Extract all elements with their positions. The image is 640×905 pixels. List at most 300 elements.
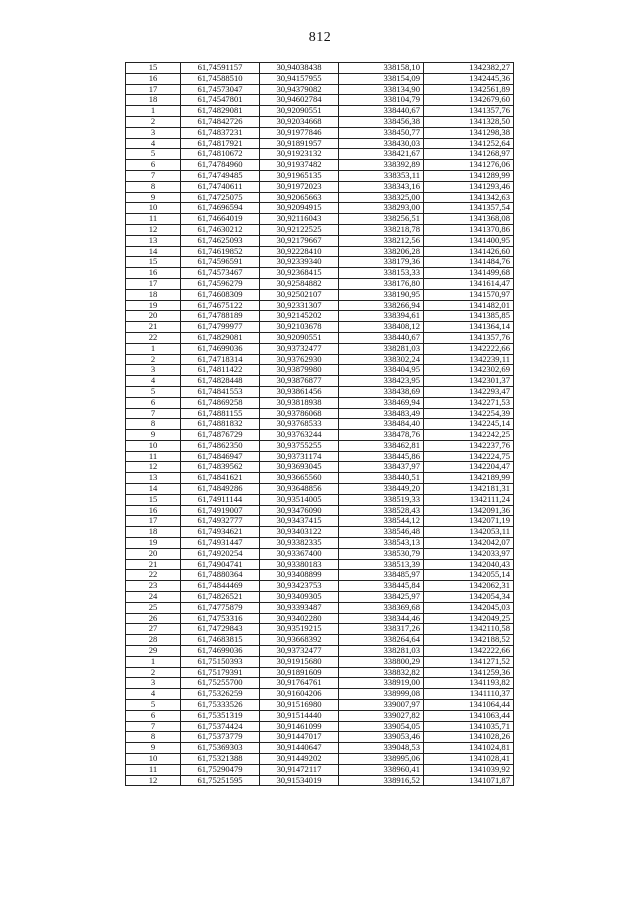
x-coordinate-cell: 338176,80 <box>339 278 424 289</box>
x-coordinate-cell: 338343,16 <box>339 181 424 192</box>
y-coordinate-cell: 1341064,44 <box>424 700 514 711</box>
table-row <box>126 289 514 300</box>
longitude-cell: 30,94038438 <box>260 63 339 74</box>
x-coordinate-cell: 338438,69 <box>339 386 424 397</box>
x-coordinate-cell: 338425,97 <box>339 592 424 603</box>
longitude-cell: 30,91972023 <box>260 181 339 192</box>
point-number-cell: 13 <box>126 473 181 484</box>
longitude-cell: 30,93762930 <box>260 354 339 365</box>
x-coordinate-cell: 338104,79 <box>339 95 424 106</box>
y-coordinate-cell: 1342224,75 <box>424 451 514 462</box>
longitude-cell: 30,93514005 <box>260 494 339 505</box>
point-number-cell: 5 <box>126 149 181 160</box>
point-number-cell: 12 <box>126 462 181 473</box>
point-number-cell: 3 <box>126 365 181 376</box>
latitude-cell: 61,74828448 <box>181 376 260 387</box>
point-number-cell: 27 <box>126 624 181 635</box>
latitude-cell: 61,75179391 <box>181 667 260 678</box>
x-coordinate-cell: 338408,12 <box>339 322 424 333</box>
x-coordinate-cell: 338528,43 <box>339 505 424 516</box>
y-coordinate-cell: 1341370,86 <box>424 224 514 235</box>
table-row <box>126 516 514 527</box>
x-coordinate-cell: 338462,81 <box>339 440 424 451</box>
longitude-cell: 30,91516980 <box>260 700 339 711</box>
latitude-cell: 61,74740611 <box>181 181 260 192</box>
longitude-cell: 30,93693045 <box>260 462 339 473</box>
y-coordinate-cell: 1341364,14 <box>424 322 514 333</box>
point-number-cell: 7 <box>126 721 181 732</box>
latitude-cell: 61,74869258 <box>181 397 260 408</box>
point-number-cell: 3 <box>126 678 181 689</box>
table-row <box>126 440 514 451</box>
y-coordinate-cell: 1342054,34 <box>424 592 514 603</box>
x-coordinate-cell: 338392,89 <box>339 160 424 171</box>
longitude-cell: 30,93755255 <box>260 440 339 451</box>
longitude-cell: 30,91937482 <box>260 160 339 171</box>
x-coordinate-cell: 338430,03 <box>339 138 424 149</box>
point-number-cell: 15 <box>126 257 181 268</box>
x-coordinate-cell: 338153,33 <box>339 268 424 279</box>
table-row <box>126 386 514 397</box>
table-row <box>126 570 514 581</box>
point-number-cell: 9 <box>126 743 181 754</box>
x-coordinate-cell: 338421,67 <box>339 149 424 160</box>
point-number-cell: 16 <box>126 268 181 279</box>
latitude-cell: 61,74862350 <box>181 440 260 451</box>
longitude-cell: 30,92179667 <box>260 235 339 246</box>
latitude-cell: 61,74841621 <box>181 473 260 484</box>
table-row <box>126 354 514 365</box>
y-coordinate-cell: 1341368,08 <box>424 214 514 225</box>
point-number-cell: 15 <box>126 63 181 74</box>
latitude-cell: 61,74931447 <box>181 538 260 549</box>
y-coordinate-cell: 1341385,85 <box>424 311 514 322</box>
y-coordinate-cell: 1341268,97 <box>424 149 514 160</box>
table-row <box>126 430 514 441</box>
longitude-cell: 30,91891609 <box>260 667 339 678</box>
table-row <box>126 376 514 387</box>
latitude-cell: 61,75351319 <box>181 710 260 721</box>
point-number-cell: 20 <box>126 311 181 322</box>
latitude-cell: 61,74932777 <box>181 516 260 527</box>
x-coordinate-cell: 338179,36 <box>339 257 424 268</box>
latitude-cell: 61,74608309 <box>181 289 260 300</box>
table-row <box>126 451 514 462</box>
longitude-cell: 30,93732477 <box>260 646 339 657</box>
point-number-cell: 3 <box>126 127 181 138</box>
table-row <box>126 527 514 538</box>
x-coordinate-cell: 338134,90 <box>339 84 424 95</box>
point-number-cell: 14 <box>126 246 181 257</box>
table-row <box>126 138 514 149</box>
longitude-cell: 30,92584882 <box>260 278 339 289</box>
y-coordinate-cell: 1342222,66 <box>424 343 514 354</box>
x-coordinate-cell: 338519,33 <box>339 494 424 505</box>
point-number-cell: 5 <box>126 386 181 397</box>
y-coordinate-cell: 1342111,24 <box>424 494 514 505</box>
latitude-cell: 61,75251595 <box>181 775 260 786</box>
y-coordinate-cell: 1341426,60 <box>424 246 514 257</box>
table-row <box>126 73 514 84</box>
longitude-cell: 30,91472117 <box>260 764 339 775</box>
x-coordinate-cell: 338404,95 <box>339 365 424 376</box>
table-row <box>126 160 514 171</box>
x-coordinate-cell: 339027,82 <box>339 710 424 721</box>
y-coordinate-cell: 1341252,64 <box>424 138 514 149</box>
point-number-cell: 16 <box>126 505 181 516</box>
table-row <box>126 419 514 430</box>
x-coordinate-cell: 338999,08 <box>339 689 424 700</box>
x-coordinate-cell: 339007,97 <box>339 700 424 711</box>
y-coordinate-cell: 1341357,54 <box>424 203 514 214</box>
latitude-cell: 61,74753316 <box>181 613 260 624</box>
x-coordinate-cell: 338484,40 <box>339 419 424 430</box>
point-number-cell: 10 <box>126 203 181 214</box>
longitude-cell: 30,93763244 <box>260 430 339 441</box>
point-number-cell: 10 <box>126 440 181 451</box>
coordinates-table-body <box>126 63 514 786</box>
latitude-cell: 61,74588510 <box>181 73 260 84</box>
longitude-cell: 30,93732477 <box>260 343 339 354</box>
longitude-cell: 30,93423753 <box>260 581 339 592</box>
point-number-cell: 17 <box>126 278 181 289</box>
table-row <box>126 700 514 711</box>
table-row <box>126 484 514 495</box>
latitude-cell: 61,74844469 <box>181 581 260 592</box>
y-coordinate-cell: 1342055,14 <box>424 570 514 581</box>
latitude-cell: 61,74811422 <box>181 365 260 376</box>
longitude-cell: 30,92228410 <box>260 246 339 257</box>
table-row <box>126 678 514 689</box>
point-number-cell: 19 <box>126 538 181 549</box>
page-number: 812 <box>308 30 332 45</box>
y-coordinate-cell: 1341342,63 <box>424 192 514 203</box>
table-row <box>126 95 514 106</box>
y-coordinate-cell: 1342561,89 <box>424 84 514 95</box>
longitude-cell: 30,92122525 <box>260 224 339 235</box>
longitude-cell: 30,93476090 <box>260 505 339 516</box>
longitude-cell: 30,92331307 <box>260 300 339 311</box>
table-row <box>126 754 514 765</box>
latitude-cell: 61,75321388 <box>181 754 260 765</box>
y-coordinate-cell: 1342301,37 <box>424 376 514 387</box>
latitude-cell: 61,75373779 <box>181 732 260 743</box>
longitude-cell: 30,94379082 <box>260 84 339 95</box>
y-coordinate-cell: 1341357,76 <box>424 106 514 117</box>
latitude-cell: 61,74749485 <box>181 170 260 181</box>
table-row <box>126 764 514 775</box>
x-coordinate-cell: 338353,11 <box>339 170 424 181</box>
longitude-cell: 30,94602784 <box>260 95 339 106</box>
longitude-cell: 30,93786068 <box>260 408 339 419</box>
longitude-cell: 30,92094915 <box>260 203 339 214</box>
table-row <box>126 149 514 160</box>
latitude-cell: 61,74817921 <box>181 138 260 149</box>
table-row <box>126 689 514 700</box>
table-row <box>126 559 514 570</box>
x-coordinate-cell: 338158,10 <box>339 63 424 74</box>
point-number-cell: 28 <box>126 635 181 646</box>
table-row <box>126 311 514 322</box>
point-number-cell: 2 <box>126 354 181 365</box>
y-coordinate-cell: 1342445,36 <box>424 73 514 84</box>
longitude-cell: 30,92090551 <box>260 332 339 343</box>
latitude-cell: 61,74841553 <box>181 386 260 397</box>
point-number-cell: 5 <box>126 700 181 711</box>
point-number-cell: 14 <box>126 484 181 495</box>
table-row <box>126 106 514 117</box>
longitude-cell: 30,92145202 <box>260 311 339 322</box>
longitude-cell: 30,93876877 <box>260 376 339 387</box>
table-row <box>126 613 514 624</box>
x-coordinate-cell: 338293,00 <box>339 203 424 214</box>
table-row <box>126 268 514 279</box>
y-coordinate-cell: 1341570,97 <box>424 289 514 300</box>
point-number-cell: 2 <box>126 667 181 678</box>
y-coordinate-cell: 1341499,68 <box>424 268 514 279</box>
y-coordinate-cell: 1342222,66 <box>424 646 514 657</box>
table-row <box>126 635 514 646</box>
latitude-cell: 61,74675122 <box>181 300 260 311</box>
table-row <box>126 224 514 235</box>
longitude-cell: 30,93668392 <box>260 635 339 646</box>
longitude-cell: 30,92034668 <box>260 116 339 127</box>
latitude-cell: 61,74881155 <box>181 408 260 419</box>
longitude-cell: 30,93437415 <box>260 516 339 527</box>
x-coordinate-cell: 338544,12 <box>339 516 424 527</box>
x-coordinate-cell: 338469,94 <box>339 397 424 408</box>
x-coordinate-cell: 338543,13 <box>339 538 424 549</box>
y-coordinate-cell: 1342189,99 <box>424 473 514 484</box>
longitude-cell: 30,93382335 <box>260 538 339 549</box>
point-number-cell: 17 <box>126 516 181 527</box>
point-number-cell: 4 <box>126 689 181 700</box>
point-number-cell: 13 <box>126 235 181 246</box>
table-row <box>126 494 514 505</box>
latitude-cell: 61,74547801 <box>181 95 260 106</box>
point-number-cell: 11 <box>126 214 181 225</box>
latitude-cell: 61,74699036 <box>181 646 260 657</box>
y-coordinate-cell: 1342181,31 <box>424 484 514 495</box>
latitude-cell: 61,74596279 <box>181 278 260 289</box>
table-row <box>126 203 514 214</box>
y-coordinate-cell: 1342204,47 <box>424 462 514 473</box>
latitude-cell: 61,75333526 <box>181 700 260 711</box>
latitude-cell: 61,75290479 <box>181 764 260 775</box>
table-row <box>126 278 514 289</box>
table-row <box>126 235 514 246</box>
latitude-cell: 61,74810672 <box>181 149 260 160</box>
y-coordinate-cell: 1342245,14 <box>424 419 514 430</box>
latitude-cell: 61,74630212 <box>181 224 260 235</box>
latitude-cell: 61,74799977 <box>181 322 260 333</box>
latitude-cell: 61,74826521 <box>181 592 260 603</box>
latitude-cell: 61,74920254 <box>181 548 260 559</box>
y-coordinate-cell: 1342062,31 <box>424 581 514 592</box>
x-coordinate-cell: 338445,84 <box>339 581 424 592</box>
y-coordinate-cell: 1341063,44 <box>424 710 514 721</box>
point-number-cell: 17 <box>126 84 181 95</box>
y-coordinate-cell: 1341259,36 <box>424 667 514 678</box>
y-coordinate-cell: 1341024,81 <box>424 743 514 754</box>
latitude-cell: 61,75326259 <box>181 689 260 700</box>
point-number-cell: 21 <box>126 322 181 333</box>
point-number-cell: 11 <box>126 764 181 775</box>
x-coordinate-cell: 338960,41 <box>339 764 424 775</box>
y-coordinate-cell: 1342254,39 <box>424 408 514 419</box>
x-coordinate-cell: 339054,05 <box>339 721 424 732</box>
latitude-cell: 61,74881832 <box>181 419 260 430</box>
x-coordinate-cell: 338832,82 <box>339 667 424 678</box>
table-row <box>126 246 514 257</box>
x-coordinate-cell: 338317,26 <box>339 624 424 635</box>
longitude-cell: 30,91447017 <box>260 732 339 743</box>
longitude-cell: 30,93665560 <box>260 473 339 484</box>
table-row <box>126 84 514 95</box>
point-number-cell: 6 <box>126 710 181 721</box>
point-number-cell: 18 <box>126 289 181 300</box>
latitude-cell: 61,74729843 <box>181 624 260 635</box>
point-number-cell: 6 <box>126 397 181 408</box>
point-number-cell: 9 <box>126 430 181 441</box>
longitude-cell: 30,91891957 <box>260 138 339 149</box>
x-coordinate-cell: 338919,00 <box>339 678 424 689</box>
y-coordinate-cell: 1341028,41 <box>424 754 514 765</box>
latitude-cell: 61,74683815 <box>181 635 260 646</box>
latitude-cell: 61,74829081 <box>181 106 260 117</box>
x-coordinate-cell: 338440,51 <box>339 473 424 484</box>
longitude-cell: 30,91440647 <box>260 743 339 754</box>
longitude-cell: 30,93861456 <box>260 386 339 397</box>
y-coordinate-cell: 1341035,71 <box>424 721 514 732</box>
longitude-cell: 30,91604206 <box>260 689 339 700</box>
x-coordinate-cell: 338450,77 <box>339 127 424 138</box>
longitude-cell: 30,93648856 <box>260 484 339 495</box>
point-number-cell: 16 <box>126 73 181 84</box>
y-coordinate-cell: 1341276,06 <box>424 160 514 171</box>
latitude-cell: 61,74919007 <box>181 505 260 516</box>
x-coordinate-cell: 338478,76 <box>339 430 424 441</box>
x-coordinate-cell: 339053,46 <box>339 732 424 743</box>
longitude-cell: 30,93380183 <box>260 559 339 570</box>
point-number-cell: 20 <box>126 548 181 559</box>
x-coordinate-cell: 338995,06 <box>339 754 424 765</box>
x-coordinate-cell: 338154,09 <box>339 73 424 84</box>
x-coordinate-cell: 338916,52 <box>339 775 424 786</box>
table-row <box>126 656 514 667</box>
y-coordinate-cell: 1342271,53 <box>424 397 514 408</box>
latitude-cell: 61,74934621 <box>181 527 260 538</box>
point-number-cell: 24 <box>126 592 181 603</box>
latitude-cell: 61,75374424 <box>181 721 260 732</box>
longitude-cell: 30,93408899 <box>260 570 339 581</box>
x-coordinate-cell: 338423,95 <box>339 376 424 387</box>
longitude-cell: 30,92090551 <box>260 106 339 117</box>
point-number-cell: 8 <box>126 419 181 430</box>
y-coordinate-cell: 1342071,19 <box>424 516 514 527</box>
y-coordinate-cell: 1341110,37 <box>424 689 514 700</box>
x-coordinate-cell: 338449,20 <box>339 484 424 495</box>
point-number-cell: 8 <box>126 181 181 192</box>
coordinates-table <box>125 62 514 786</box>
longitude-cell: 30,94157955 <box>260 73 339 84</box>
longitude-cell: 30,92116043 <box>260 214 339 225</box>
table-row <box>126 646 514 657</box>
table-row <box>126 116 514 127</box>
table-row <box>126 732 514 743</box>
point-number-cell: 22 <box>126 332 181 343</box>
x-coordinate-cell: 338437,97 <box>339 462 424 473</box>
table-row <box>126 322 514 333</box>
point-number-cell: 7 <box>126 170 181 181</box>
y-coordinate-cell: 1341289,99 <box>424 170 514 181</box>
x-coordinate-cell: 338212,56 <box>339 235 424 246</box>
longitude-cell: 30,91534019 <box>260 775 339 786</box>
x-coordinate-cell: 338302,24 <box>339 354 424 365</box>
y-coordinate-cell: 1342033,97 <box>424 548 514 559</box>
point-number-cell: 21 <box>126 559 181 570</box>
table-row <box>126 192 514 203</box>
latitude-cell: 61,74839562 <box>181 462 260 473</box>
point-number-cell: 2 <box>126 116 181 127</box>
y-coordinate-cell: 1342040,43 <box>424 559 514 570</box>
longitude-cell: 30,93818938 <box>260 397 339 408</box>
longitude-cell: 30,91923132 <box>260 149 339 160</box>
latitude-cell: 61,75255700 <box>181 678 260 689</box>
point-number-cell: 25 <box>126 602 181 613</box>
table-row <box>126 721 514 732</box>
point-number-cell: 6 <box>126 160 181 171</box>
x-coordinate-cell: 338394,61 <box>339 311 424 322</box>
table-row <box>126 397 514 408</box>
longitude-cell: 30,92502107 <box>260 289 339 300</box>
y-coordinate-cell: 1341271,52 <box>424 656 514 667</box>
longitude-cell: 30,93409305 <box>260 592 339 603</box>
table-row <box>126 127 514 138</box>
latitude-cell: 61,74904741 <box>181 559 260 570</box>
x-coordinate-cell: 338281,03 <box>339 343 424 354</box>
x-coordinate-cell: 338206,28 <box>339 246 424 257</box>
table-row <box>126 581 514 592</box>
latitude-cell: 61,74775879 <box>181 602 260 613</box>
longitude-cell: 30,93519215 <box>260 624 339 635</box>
point-number-cell: 1 <box>126 343 181 354</box>
point-number-cell: 26 <box>126 613 181 624</box>
y-coordinate-cell: 1342382,27 <box>424 63 514 74</box>
latitude-cell: 61,75150393 <box>181 656 260 667</box>
latitude-cell: 61,74911144 <box>181 494 260 505</box>
point-number-cell: 10 <box>126 754 181 765</box>
latitude-cell: 61,74876729 <box>181 430 260 441</box>
longitude-cell: 30,93768533 <box>260 419 339 430</box>
x-coordinate-cell: 338325,00 <box>339 192 424 203</box>
point-number-cell: 12 <box>126 224 181 235</box>
x-coordinate-cell: 338264,64 <box>339 635 424 646</box>
longitude-cell: 30,91449202 <box>260 754 339 765</box>
x-coordinate-cell: 338456,38 <box>339 116 424 127</box>
x-coordinate-cell: 338266,94 <box>339 300 424 311</box>
x-coordinate-cell: 338344,46 <box>339 613 424 624</box>
x-coordinate-cell: 338483,49 <box>339 408 424 419</box>
latitude-cell: 61,74846947 <box>181 451 260 462</box>
table-row <box>126 592 514 603</box>
latitude-cell: 61,74837231 <box>181 127 260 138</box>
latitude-cell: 61,74573467 <box>181 268 260 279</box>
x-coordinate-cell: 338218,78 <box>339 224 424 235</box>
y-coordinate-cell: 1341482,01 <box>424 300 514 311</box>
y-coordinate-cell: 1341039,92 <box>424 764 514 775</box>
longitude-cell: 30,92065663 <box>260 192 339 203</box>
